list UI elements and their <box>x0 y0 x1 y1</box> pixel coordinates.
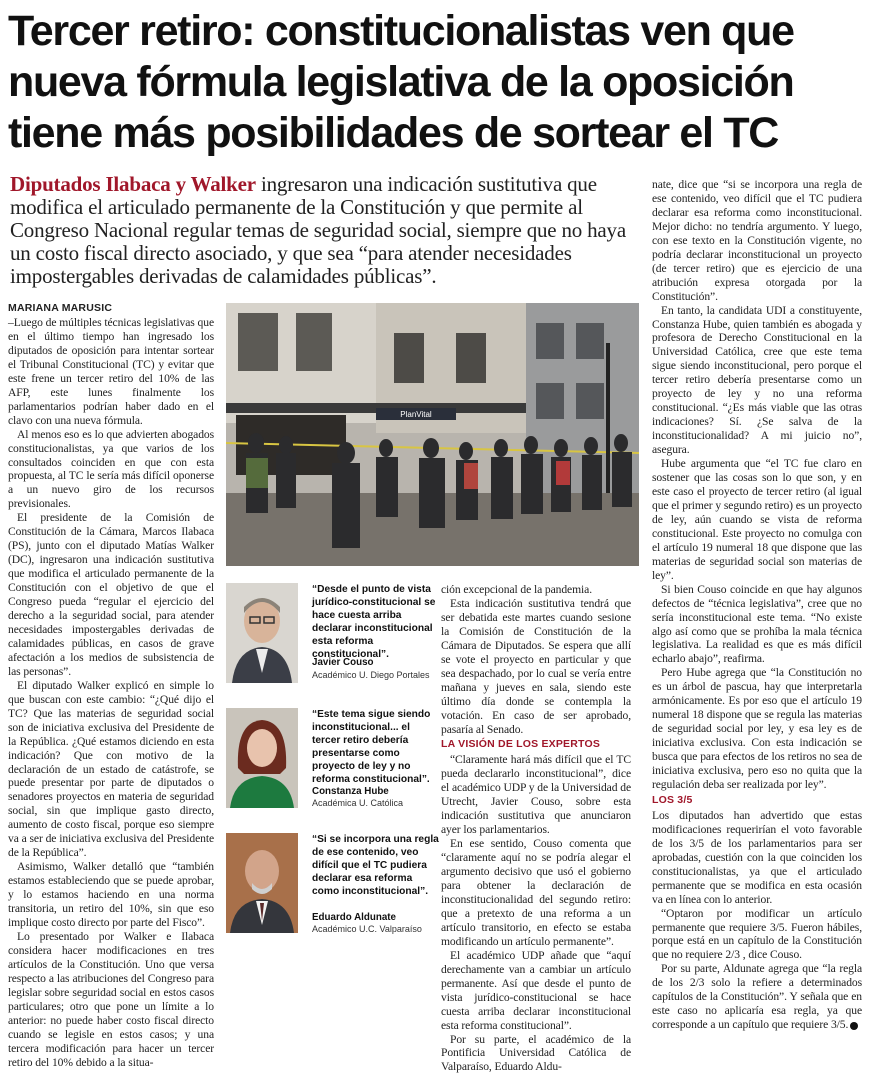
paragraph: Asimismo, Walker detalló que “también estamos estableciendo que se puede aprobar, y lo estamos haciendo en una norma transitoria, un retiro del 10%, sin que eso implique costo directo por parte del Fisco”. <box>8 860 214 930</box>
quote-author-role: Académica U. Católica <box>312 798 403 808</box>
end-of-article-icon <box>850 1022 858 1030</box>
paragraph: Esta indicación sustitutiva tendrá que ser debatida este martes cuando sesione la Comisión de Constitución de la Cámara de Diputados. Se espera que allí se vote el proyecto en particular y que sea despachado, por lo cual se vería entre mañana y jueves en sala, siendo este último día donde se contempla la votación. En caso de ser aprobado, pasaría al Senado. <box>441 597 631 737</box>
lead-highlight: Diputados Ilabaca y Walker <box>10 172 256 196</box>
paragraph <box>652 962 862 1032</box>
store-sign: PlanVital <box>400 410 432 419</box>
quote-hube <box>226 708 433 828</box>
quote-couso <box>226 583 433 703</box>
paragraph: ción excepcional de la pandemia. <box>441 583 631 597</box>
paragraph: “Optaron por modificar un artículo permanente que requiere 3/5. Fueron hábiles, porque está en un capítulo de la Constitución que no requiere 2/3 , dice Couso. <box>652 907 862 963</box>
paragraph: –Luego de múltiples técnicas legislativas que en el último tiempo han ingresado los diputados de oposición para intentar sortear el Tribunal Constitucional (TC) y evitar que este frene un tercer retiro del 10% de las AFP, este lunes finalmente los parlamentarios podrían haber dado en el clavo con una nueva fórmula. <box>8 316 214 428</box>
person-icon <box>226 708 298 808</box>
paragraph: Al menos eso es lo que advierten abogados constitucionalistas, ya que varios de los consultados coinciden en que con esta propuesta, al TC le sería más difícil oponerse a un nuevo giro de los recursos previsionales. <box>8 428 214 512</box>
quote-author-role: Académico U. Diego Portales <box>312 670 430 680</box>
paragraph: El presidente de la Comisión de Constitución de la Cámara, Marcos Ilabaca (PS), junto con el diputado Matías Walker (DC), ingresaron una indicación sustitutiva que modifica el articulado permanente de la Constitución con el objetivo de que el Congreso pueda “regular el ejercicio del derecho a la seguridad social, para atender necesidades impostergables derivadas de calamidades públicas, en casos de grave afectación a los medios de subsistencia de las personas”. <box>8 511 214 678</box>
quote-author: Eduardo Aldunate <box>312 912 396 923</box>
section-subhead: LOS 3/5 <box>652 794 862 808</box>
quote-text: “Este tema sigue siendo inconstitucional... el tercer retiro debería presentarse como proyecto de ley y no reforma constitucional”. <box>312 708 440 786</box>
quote-text: “Si se incorpora una regla de ese contenido, veo difícil que el TC pudiera declarar esa reforma como inconstitucional”. <box>312 833 440 898</box>
paragraph: nate, dice que “si se incorpora una regla de ese contenido, veo difícil que el TC pudiera declarar esa reforma como inconstitucional. Mejor dicho: no tendría argumento. Y luego, con ese texto en la Constitución vigente, no podría declarar inconstitucional un proyecto (de tercer retiro) que es ejercicio de una atribución expresa otorgada por la Constitución”. <box>652 178 862 304</box>
quote-author: Constanza Hube <box>312 786 389 797</box>
article-column-1 <box>8 316 214 1006</box>
quote-author-role: Académico U.C. Valparaíso <box>312 924 422 934</box>
lead-paragraph <box>10 173 638 288</box>
byline: MARIANA MARUSIC <box>8 302 112 314</box>
paragraph: En ese sentido, Couso comenta que “claramente aquí no se podría alegar el argumento decisivo que usó el gobierno para obtener la declaración de inconstitucionalidad del segundo retiro: que a pretexto de una reforma a un artículo transitorio, en efecto se estaba modificando un artículo permanente”. <box>441 837 631 949</box>
quote-author: Javier Couso <box>312 657 374 668</box>
section-subhead: LA VISIÓN DE LOS EXPERTOS <box>441 738 631 752</box>
person-icon <box>226 583 298 683</box>
paragraph: Pero Hube agrega que “la Constitución no es un árbol de pascua, hay que interpretarla armónicamente. Es por eso que el artículo 19 numeral 18 dispone que se regula las materias de seguridad social por ley, y esa ley es de iniciativa exclusiva. Con esta indicación se busca que para efectos de los retiros no sea de iniciativa exclusiva, pero eso no quita que la regulación deba ser realizada por ley”. <box>652 666 862 792</box>
portrait-couso <box>226 583 298 683</box>
paragraph: Lo presentado por Walker e Ilabaca considera hacer modificaciones en tres artículos de la Constitución. Uno que versa respecto a las atribuciones del Congreso para legislar sobre seguridad social en estos casos particulares; otro que pone un límite a lo anterior: no puede haber costo fiscal directo cuando se legisle en estos casos; y una tercera modificación para hacer un tercer retiro del 10% debido a la situa- <box>8 930 214 1070</box>
news-photo <box>226 303 639 566</box>
paragraph: El académico UDP añade que “aquí derechamente van a cambiar un artículo permanente. Así que desde el punto de vista jurídico-constitucional se hace cuesta arriba declarar inconstitucional esta reforma constitucional”. <box>441 949 631 1033</box>
portrait-hube <box>226 708 298 808</box>
paragraph: Si bien Couso coincide en que hay algunos defectos de “técnica legislativa”, cree que no sería inconstitucional este tema. “No existe algo así como que se prohíba la mala técnica legislativa. La realidad es que es más difícil echarlo abajo”, reafirma. <box>652 583 862 667</box>
paragraph: Hube argumenta que “el TC fue claro en sostener que las cosas son lo que son, y en este caso el proyecto de tercer retiro (al igual que el primer y segundo retiro) es un proyecto de ley, aún cuando se vista de reforma constitucional. Este proyecto no comulga con el artículo 19 numeral 18 que dispone que las materias de seguridad social son materias de ley”. <box>652 457 862 583</box>
paragraph: Los diputados han advertido que estas modificaciones requerirían el voto favorable de los 3/5 de los parlamentarios para ser aprobadas, cuestión con la que coinciden los constitucionalistas, ya que el articulado permanente que se modifica en esta ocasión va en línea con lo anterior. <box>652 809 862 907</box>
paragraph-text: Por su parte, Aldunate agrega que “la regla de los 2/3 solo la refiere a determinados capítulos de la Constitución”. Y señala que en este caso no aplicaría esa regla, ya que corresponde a un capítulo que requiere 3/5. <box>652 962 862 1031</box>
quote-text: “Desde el punto de vista jurídico-constitucional se hace cuesta arriba declarar inconstitucional esta reforma constitucional”. <box>312 583 440 661</box>
quote-aldunate <box>226 833 433 953</box>
article-column-4 <box>652 178 862 1020</box>
paragraph: El diputado Walker explicó en simple lo que buscan con este cambio: “¿Qué dijo el TC? Que las materias de seguridad social son de iniciativa exclusiva del Presidente de la República. ¿Qué estamos diciendo en esta indicación? Que con motivo de la declaración de un estado de catástrofe, se puede presentar por parte de diputados o senadores proyectos en materia de seguridad social, sin que implique gasto directo, aumento de costo fiscal, porque eso siempre va a ser de iniciativa exclusiva del Presidente de la República”. <box>8 679 214 860</box>
paragraph: En tanto, la candidata UDI a constituyente, Constanza Hube, quien también es abogada y profesora de Derecho Constitucional en la Universidad Católica, cree que este tema sigue siendo inconstitucional, pero porque el tercer retiro debería presentarse como un proyecto de ley y no una reforma constitucional. “¿Es más viable que las otras indicaciones? Sí. ¿Se salva de la inconstitucionalidad? A mi juicio no”, asegura. <box>652 304 862 457</box>
article-column-3 <box>441 583 631 1013</box>
lead-text: ingresaron una indicación sustitutiva que modifica el articulado permanente de la Constitución y que permite al Congreso Nacional regular temas de seguridad social, siempre que no haya un costo fiscal directo asociado, y que sea “para atender necesidades impostergables derivadas de calamidades públicas”. <box>10 172 626 288</box>
paragraph: “Claramente hará más difícil que el TC pueda declararlo inconstitucional”, dice el académico UDP y de la Universidad de Utrecht, Javier Couso, sobre esta indicación sustitutiva que anunciaron ayer los parlamentarios. <box>441 753 631 837</box>
portrait-aldunate <box>226 833 298 933</box>
person-icon <box>226 833 298 933</box>
street-queue-photo <box>226 303 639 566</box>
paragraph: Por su parte, el académico de la Pontificia Universidad Católica de Valparaíso, Eduardo Aldu- <box>441 1033 631 1074</box>
headline: Tercer retiro: constitucionalistas ven que nueva fórmula legislativa de la oposición tiene más posibilidades de sortear el TC <box>8 6 866 159</box>
